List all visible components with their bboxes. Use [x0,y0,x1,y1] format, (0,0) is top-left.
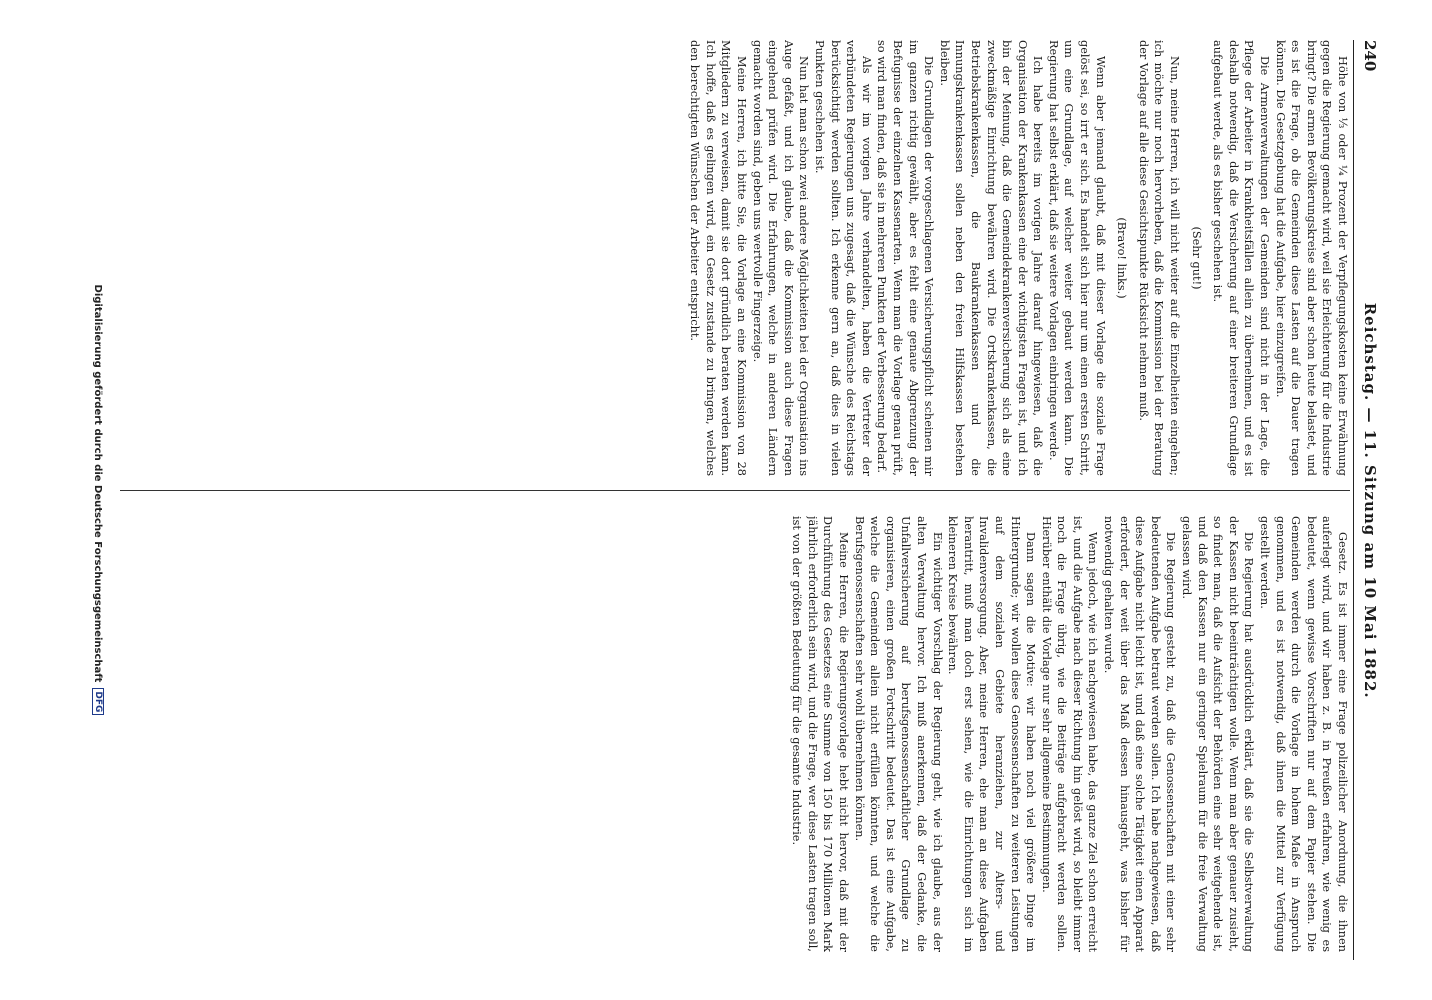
digitization-footer [86,0,110,1000]
footer-text: Digitalisierung gefördert durch die Deutsche Forschungsgemeinschaft [92,284,104,683]
paragraph: Die Grundlagen der vorgeschlagenen Versicherungspflicht scheinen mir im ganzen richtig gewählt, aber es fehlt eine genaue Abgrenzung der Befugnisse der einzelnen Kassenarten. Wenn man die Vorlage genau prüft, so wird man finden, daß sie in mehreren Punkten der Verbesserung bedarf. [875,40,936,476]
paragraph: Die Armenverwaltungen der Gemeinden sind nicht in der Lage, die Pflege der Arbeiter in Krankheitsfällen allein zu übernehmen, und es ist deshalb notwendig, daß die Versicherung auf einer breiteren Grundlage aufgebaut werde, als es bisher geschehen ist. [1211,40,1272,476]
paragraph: Die Regierung hat ausdrücklich erklärt, daß sie die Selbstverwaltung der Kassen nicht beeinträchtigen wolle. Wenn man aber genauer zusieht, so findet man, daß die Aufsicht der Behörden eine sehr weitgehende ist, und daß den Kassen nur ein geringer Spielraum für die freie Verwaltung gelassen wird. [1180,516,1256,952]
right-column [120,516,1350,952]
paragraph: Ich habe bereits im vorigen Jahre darauf hingewiesen, daß die Organisation der Krankenkassen eine der wichtigsten Fragen ist, und ich bin der Meinung, daß die Gemeindekrankenversicherung sich als eine zweckmäßige Einrichtung bewähren wird. Die Ortskrankenkassen, die Betriebskrankenkassen, die Baukrankenkassen und die Innungskrankenkassen sollen neben den freien Hilfskassen bestehen bleiben. [937,40,1045,476]
document-page [80,0,1412,1000]
paragraph: Meine Herren, die Regierungsvorlage hebt nicht hervor, daß mit der Durchführung des Gesetzes eine Summe von 150 bis 170 Millionen Mark jährlich erforderlich sein wird, und die Frage, wer diese Lasten tragen soll, ist von der größten Bedeutung für die gesamte Industrie. [790,516,850,952]
paragraph: Wenn jedoch, wie ich nachgewiesen habe, das ganze Ziel schon erreicht ist, und die Aufgabe nach dieser Richtung hin gelöst wird, so bleibt immer noch die Frage übrig, wie die Beiträge aufgebracht werden sollen. Hierüber enthält die Vorlage nur sehr allgemeine Bestimmungen. [1039,516,1100,952]
dfg-logo: DFG [92,688,104,715]
running-title: Reichstag. — 11. Sitzung am 10 Mai 1882. [1361,302,1379,699]
paragraph: (Bravo! links.) [1115,217,1129,299]
column-divider [120,490,1350,491]
paragraph: Nun hat man schon zwei andere Möglichkeiten bei der Organisation ins Auge gefaßt, und ich glaube, daß die Kommission auch diese Fragen eingehend prüfen wird. Die Erfahrungen, welche in anderen Ländern gemacht worden sind, geben uns wertvolle Fingerzeige. [750,40,811,476]
paragraph: Die Regierung gesteht zu, daß die Genossenschaften mit einer sehr bedeutenden Aufgabe betraut werden sollen. Ich habe nachgewiesen, daß diese Aufgabe nicht leicht ist, und daß eine solche Tätigkeit einen Apparat erfordert, der weit über das Maß dessen hinausgeht, was bisher für notwendig gehalten wurde. [1102,516,1178,952]
paragraph: Höhe von ⅓ oder ¼ Prozent der Verpflegungskosten keine Erwähnung gegen die Regierung gemacht wird, weil sie Erleichterung für die Industrie bringt? Die armen Bevölkerungskreise sind aber schon heute belastet, und es ist die Frage, ob die Gemeinden diese Lasten auf die Dauer tragen können. Die Gesetzgebung hat die Aufgabe, hier einzugreifen. [1273,40,1349,476]
page-number: 240 [1361,40,1379,72]
paragraph: Als wir im vorigen Jahre verhandelten, haben die Vertreter der verbündeten Regierungen uns zugesagt, daß die Wünsche des Reichstags berücksichtigt werden sollten. Ich erkenne gern an, daß dies in vielen Punkten geschehen ist. [813,40,873,476]
paragraph: (Sehr gut!) [1189,226,1203,290]
paragraph: Gesetz. Es ist immer eine Frage polizeilicher Anordnung, die ihnen auferlegt wird, und wir haben z. B. in Preußen erfahren, wie wenig es bedeutet, wenn gewisse Vorschriften nur auf dem Papier stehen. Die Gemeinden werden durch die Vorlage in hohem Maße in Anspruch genommen, und es ist notwendig, daß ihnen die Mittel zur Verfügung gestellt werden. [1258,516,1349,952]
page-header [1353,40,1382,960]
left-column [120,40,1350,476]
paragraph: Nun, meine Herren, ich will nicht weiter auf die Einzelheiten eingehen; ich möchte nur noch hervorheben, daß die Kommission bei der Beratung der Vorlage auf alle diese Gesichtspunkte Rücksicht nehmen muß. [1136,40,1182,476]
paragraph: Ein wichtiger Vorschlag der Regierung geht, wie ich glaube, aus der alten Verwaltung hervor. Ich muß anerkennen, daß der Gedanke, die Unfallversicherung auf berufsgenossenschaftlicher Grundlage zu organisieren, einen großen Fortschritt bedeutet. Das ist eine Aufgabe, welche die Gemeinden allein nicht erfüllen könnten, und welche die Berufsgenossenschaften sehr wohl übernehmen können. [852,516,944,952]
paragraph: Meine Herren, ich bitte Sie, die Vorlage an eine Kommission von 28 Mitgliedern zu verweisen, damit sie dort gründlich beraten werden kann. Ich hoffe, daß es gelingen wird, ein Gesetz zustande zu bringen, welches den berechtigten Wünschen der Arbeiter entspricht. [688,40,749,476]
paragraph: Dann sagen die Motive: wir haben noch viel größere Dinge im Hintergrunde; wir wollen diese Genossenschaften zu weiteren Leistungen auf dem sozialen Gebiete heranziehen, zur Alters- und Invalidenversorgung. Aber, meine Herren, ehe man an diese Aufgaben herantritt, muß man doch erst sehen, wie die Einrichtungen sich im kleineren Kreise bewähren. [946,516,1038,952]
paragraph: Wenn aber jemand glaubt, daß mit dieser Vorlage die soziale Frage gelöst sei, so irrt er sich. Es handelt sich hier nur um einen ersten Schritt, um eine Grundlage, auf welcher weiter gebaut werden kann. Die Regierung hat selbst erklärt, daß sie weitere Vorlagen einbringen werde. [1046,40,1107,476]
